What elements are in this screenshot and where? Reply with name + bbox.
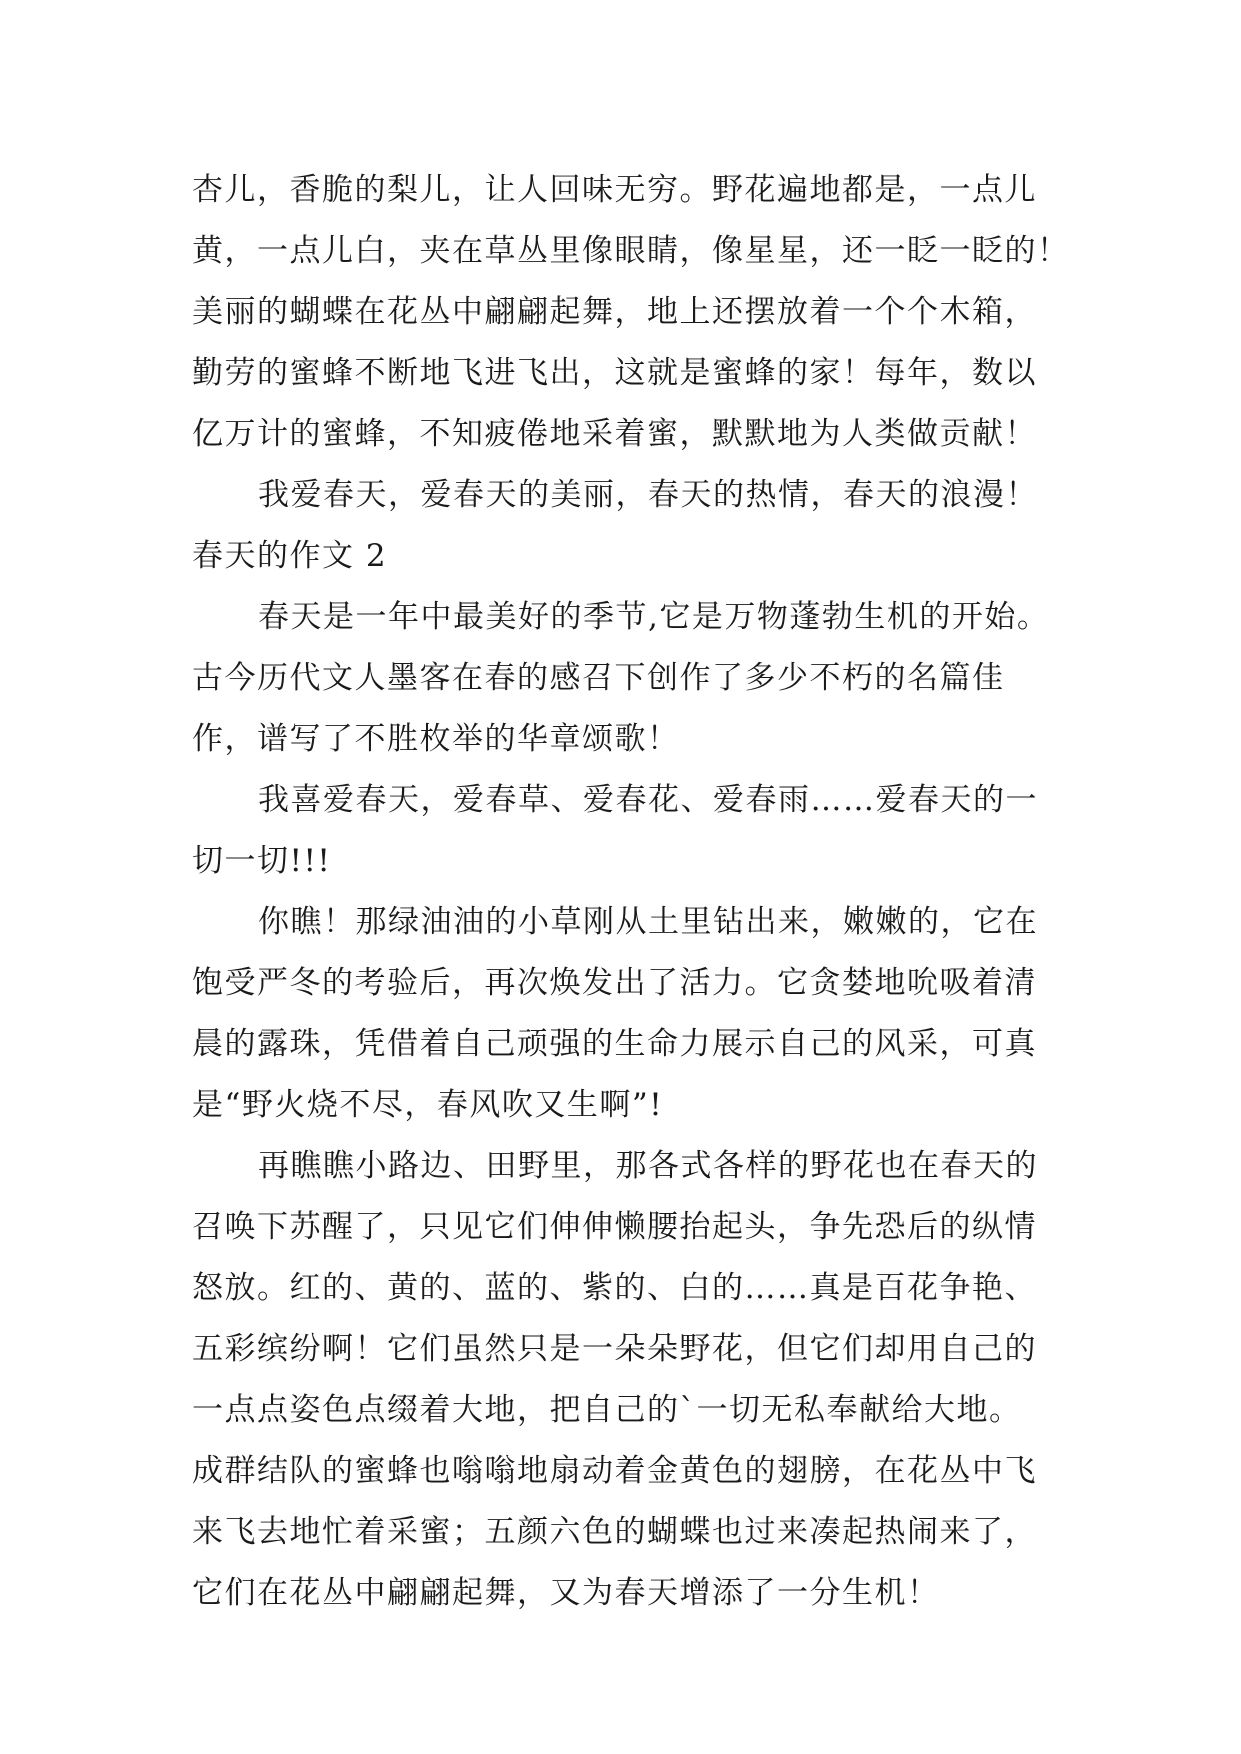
text-line: 勤劳的蜜蜂不断地飞进飞出，这就是蜜蜂的家！每年，数以 <box>192 355 1037 391</box>
text-line: 怒放。红的、黄的、蓝的、紫的、白的……真是百花争艳、 <box>192 1270 1037 1306</box>
paragraph-first-line: 我喜爱春天，爱春草、爱春花、爱春雨……爱春天的一 <box>258 782 1038 818</box>
text-line: 亿万计的蜜蜂，不知疲倦地采着蜜，默默地为人类做贡献！ <box>192 416 1037 452</box>
text-line: 黄，一点儿白，夹在草丛里像眼睛，像星星，还一眨一眨的！ <box>192 233 1070 269</box>
text-line: 作，谱写了不胜枚举的华章颂歌！ <box>192 721 680 757</box>
paragraph-first-line: 你瞧！那绿油油的小草刚从土里钻出来，嫩嫩的，它在 <box>258 904 1038 940</box>
paragraph-first-line: 春天是一年中最美好的季节,它是万物蓬勃生机的开始。 <box>258 599 1050 635</box>
text-line: 一点点姿色点缀着大地，把自己的`一切无私奉献给大地。 <box>192 1392 1022 1428</box>
text-line: 饱受严冬的考验后，再次焕发出了活力。它贪婪地吮吸着清 <box>192 965 1037 1001</box>
text-line: 是“野火烧不尽，春风吹又生啊”! <box>192 1087 664 1123</box>
section-title: 春天的作文 2 <box>192 538 388 574</box>
paragraph-first-line: 我爱春天，爱春天的美丽，春天的热情，春天的浪漫！ <box>258 477 1038 513</box>
text-line: 古今历代文人墨客在春的感召下创作了多少不朽的名篇佳 <box>192 660 1005 696</box>
body-text <box>192 160 1072 1624</box>
text-line: 美丽的蝴蝶在花丛中翩翩起舞，地上还摆放着一个个木箱， <box>192 294 1037 330</box>
text-line: 它们在花丛中翩翩起舞，又为春天增添了一分生机！ <box>192 1575 940 1611</box>
text-line: 召唤下苏醒了，只见它们伸伸懒腰抬起头，争先恐后的纵情 <box>192 1209 1037 1245</box>
text-line: 切一切!!! <box>192 843 332 879</box>
text-line: 五彩缤纷啊！它们虽然只是一朵朵野花，但它们却用自己的 <box>192 1331 1037 1367</box>
paragraph-first-line: 再瞧瞧小路边、田野里，那各式各样的野花也在春天的 <box>258 1148 1038 1184</box>
text-line: 晨的露珠，凭借着自己顽强的生命力展示自己的风采，可真 <box>192 1026 1037 1062</box>
text-line: 来飞去地忙着采蜜；五颜六色的蝴蝶也过来凑起热闹来了， <box>192 1514 1037 1550</box>
text-line: 杏儿，香脆的梨儿，让人回味无穷。野花遍地都是，一点儿 <box>192 172 1037 208</box>
text-line: 成群结队的蜜蜂也嗡嗡地扇动着金黄色的翅膀，在花丛中飞 <box>192 1453 1037 1489</box>
